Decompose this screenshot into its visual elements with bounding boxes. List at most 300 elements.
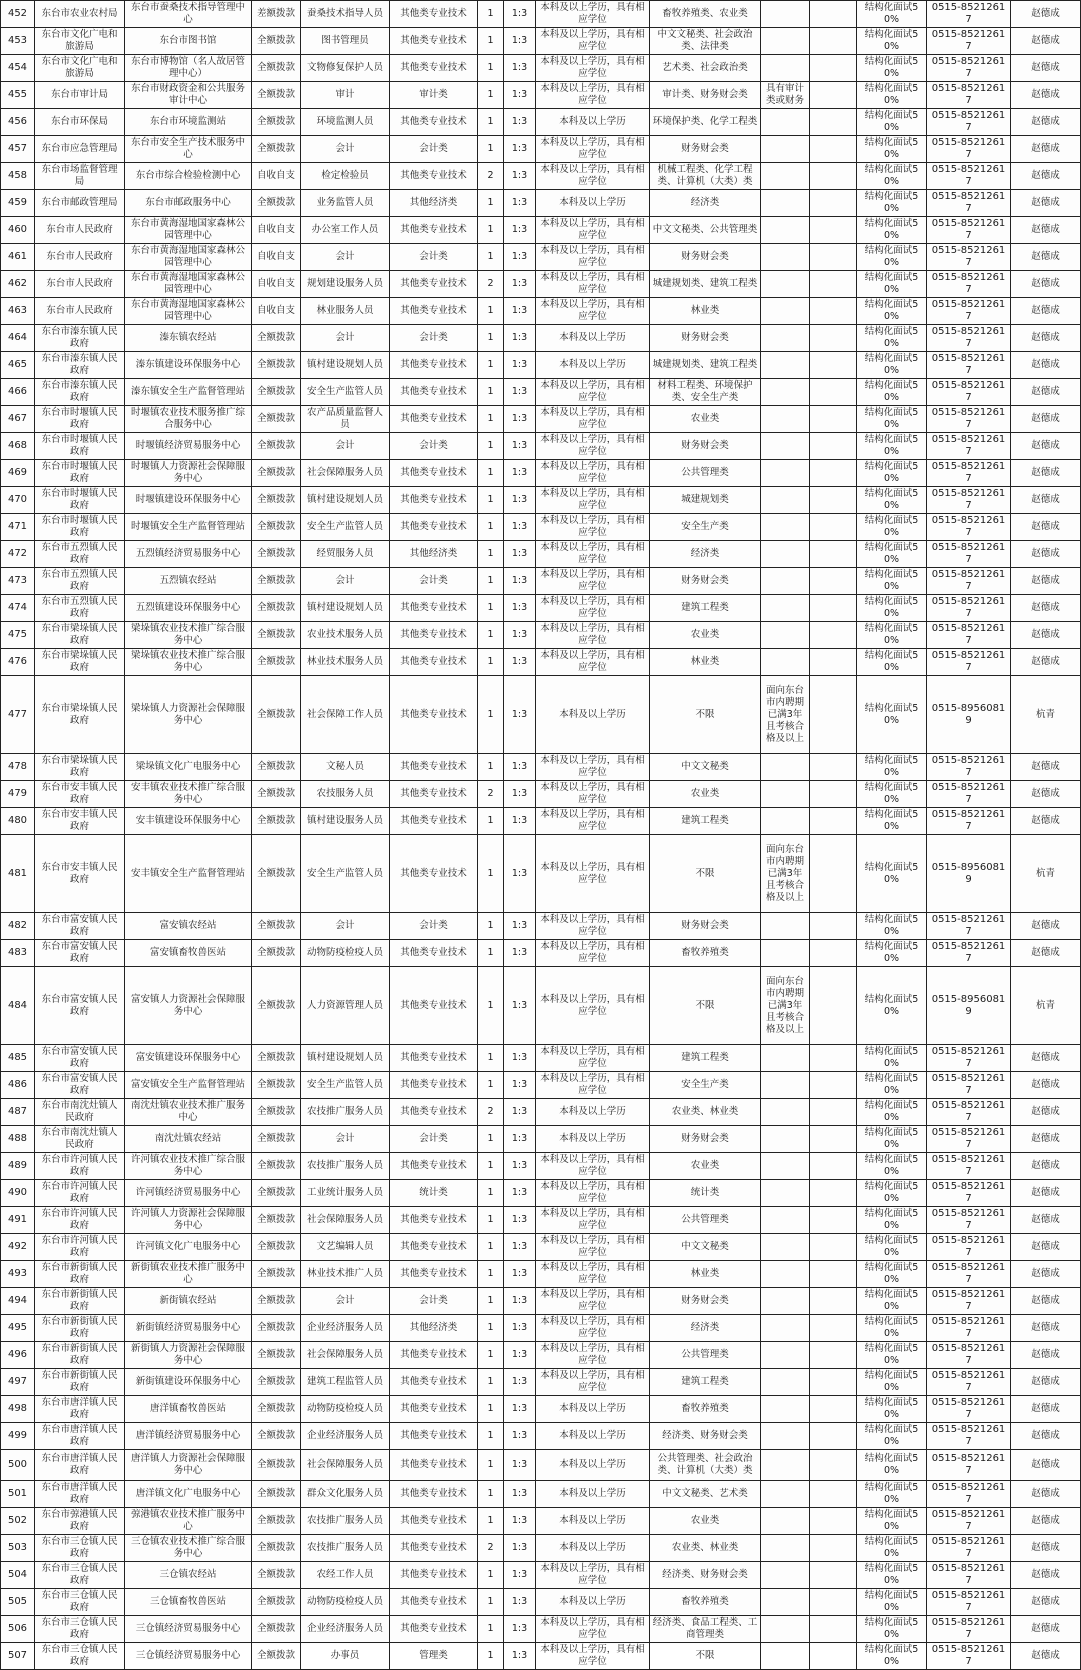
cell-edu: 本科及以上学历，具有相应学位 bbox=[536, 781, 650, 808]
cell-fund: 全额拨款 bbox=[252, 1288, 301, 1315]
cell-fund: 全额拨款 bbox=[252, 1072, 301, 1099]
cell-unit: 新街镇人力资源社会保障服务中心 bbox=[125, 1342, 252, 1369]
cell-ratio: 1:3 bbox=[504, 1423, 536, 1450]
cell-unit: 梁垛镇文化广电服务中心 bbox=[125, 754, 252, 781]
cell-post: 规划建设服务人员 bbox=[301, 271, 390, 298]
cell-edu: 本科及以上学历，具有相应学位 bbox=[536, 298, 650, 325]
cell-ratio: 1:3 bbox=[504, 1369, 536, 1396]
cell-other bbox=[761, 352, 810, 379]
cell-empty bbox=[810, 1450, 857, 1481]
cell-exam: 结构化面试50% bbox=[857, 433, 927, 460]
cell-num: 1 bbox=[478, 190, 504, 217]
cell-post: 文艺编辑人员 bbox=[301, 1234, 390, 1261]
cell-phone: 0515-85212617 bbox=[927, 622, 1011, 649]
table-row bbox=[1, 808, 1081, 835]
cell-ratio: 1:3 bbox=[504, 433, 536, 460]
cell-major: 材料工程类、环境保护类、安全生产类 bbox=[650, 379, 761, 406]
cell-post: 会计 bbox=[301, 433, 390, 460]
cell-unit: 溱东镇建设环保服务中心 bbox=[125, 352, 252, 379]
cell-fund: 全额拨款 bbox=[252, 325, 301, 352]
cell-fund: 全额拨款 bbox=[252, 190, 301, 217]
cell-type: 其他类专业技术 bbox=[390, 1099, 478, 1126]
cell-num: 1 bbox=[478, 1508, 504, 1535]
cell-other: 面向东台市内聘期已满3年且考核合格及以上 bbox=[761, 676, 810, 754]
cell-phone: 0515-85212617 bbox=[927, 1261, 1011, 1288]
cell-type: 其他类专业技术 bbox=[390, 406, 478, 433]
cell-type: 其他类专业技术 bbox=[390, 1396, 478, 1423]
cell-fund: 自收自支 bbox=[252, 298, 301, 325]
cell-type: 其他类专业技术 bbox=[390, 649, 478, 676]
cell-empty bbox=[810, 460, 857, 487]
cell-empty bbox=[810, 1481, 857, 1508]
cell-no: 504 bbox=[1, 1562, 35, 1589]
cell-exam: 结构化面试50% bbox=[857, 325, 927, 352]
cell-exam: 结构化面试50% bbox=[857, 541, 927, 568]
cell-phone: 0515-85212617 bbox=[927, 1315, 1011, 1342]
table-row bbox=[1, 1396, 1081, 1423]
cell-empty bbox=[810, 808, 857, 835]
cell-no: 477 bbox=[1, 676, 35, 754]
cell-major: 公共管理类 bbox=[650, 1207, 761, 1234]
cell-post: 农技推广服务人员 bbox=[301, 1099, 390, 1126]
cell-phone: 0515-85212617 bbox=[927, 82, 1011, 109]
cell-major: 农业类 bbox=[650, 1153, 761, 1180]
cell-num: 1 bbox=[478, 1261, 504, 1288]
cell-contact: 赵德成 bbox=[1011, 190, 1081, 217]
cell-contact: 赵德成 bbox=[1011, 325, 1081, 352]
cell-empty bbox=[810, 82, 857, 109]
cell-unit: 三仓镇经济贸易服务中心 bbox=[125, 1643, 252, 1670]
cell-type: 会计类 bbox=[390, 244, 478, 271]
cell-contact: 赵德成 bbox=[1011, 514, 1081, 541]
cell-num: 1 bbox=[478, 298, 504, 325]
table-row bbox=[1, 1616, 1081, 1643]
cell-other bbox=[761, 1589, 810, 1616]
cell-post: 林业服务人员 bbox=[301, 298, 390, 325]
cell-num: 1 bbox=[478, 1126, 504, 1153]
cell-contact: 赵德成 bbox=[1011, 781, 1081, 808]
cell-other bbox=[761, 514, 810, 541]
cell-num: 2 bbox=[478, 163, 504, 190]
cell-num: 1 bbox=[478, 1643, 504, 1670]
cell-ratio: 1:3 bbox=[504, 541, 536, 568]
cell-post: 安全生产监管人员 bbox=[301, 835, 390, 913]
cell-ratio: 1:3 bbox=[504, 1072, 536, 1099]
cell-exam: 结构化面试50% bbox=[857, 967, 927, 1045]
cell-edu: 本科及以上学历，具有相应学位 bbox=[536, 514, 650, 541]
cell-phone: 0515-85212617 bbox=[927, 1396, 1011, 1423]
cell-phone: 0515-85212617 bbox=[927, 28, 1011, 55]
cell-no: 464 bbox=[1, 325, 35, 352]
table-row bbox=[1, 595, 1081, 622]
cell-unit: 时堰镇人力资源社会保障服务中心 bbox=[125, 460, 252, 487]
cell-type: 其他类专业技术 bbox=[390, 217, 478, 244]
cell-num: 1 bbox=[478, 808, 504, 835]
cell-no: 456 bbox=[1, 109, 35, 136]
cell-num: 1 bbox=[478, 835, 504, 913]
cell-type: 会计类 bbox=[390, 913, 478, 940]
table-row bbox=[1, 1535, 1081, 1562]
cell-contact: 赵德成 bbox=[1011, 217, 1081, 244]
cell-dept: 东台市时堰镇人民政府 bbox=[35, 487, 125, 514]
cell-fund: 全额拨款 bbox=[252, 1342, 301, 1369]
cell-no: 467 bbox=[1, 406, 35, 433]
table-row bbox=[1, 1288, 1081, 1315]
cell-phone: 0515-85212617 bbox=[927, 244, 1011, 271]
cell-no: 500 bbox=[1, 1450, 35, 1481]
cell-contact: 赵德成 bbox=[1011, 271, 1081, 298]
cell-num: 1 bbox=[478, 325, 504, 352]
cell-no: 484 bbox=[1, 967, 35, 1045]
table-row bbox=[1, 190, 1081, 217]
cell-contact: 赵德成 bbox=[1011, 1423, 1081, 1450]
table-row bbox=[1, 28, 1081, 55]
cell-ratio: 1:3 bbox=[504, 352, 536, 379]
cell-unit: 南沈灶镇农经站 bbox=[125, 1126, 252, 1153]
cell-post: 镇村建设规划人员 bbox=[301, 352, 390, 379]
cell-fund: 全额拨款 bbox=[252, 1481, 301, 1508]
cell-dept: 东台市新街镇人民政府 bbox=[35, 1369, 125, 1396]
cell-post: 图书管理员 bbox=[301, 28, 390, 55]
cell-num: 1 bbox=[478, 1, 504, 28]
cell-dept: 东台市梁垛镇人民政府 bbox=[35, 622, 125, 649]
cell-type: 其他类专业技术 bbox=[390, 940, 478, 967]
cell-exam: 结构化面试50% bbox=[857, 1562, 927, 1589]
cell-no: 468 bbox=[1, 433, 35, 460]
cell-unit: 新街镇经济贸易服务中心 bbox=[125, 1315, 252, 1342]
cell-other bbox=[761, 109, 810, 136]
cell-empty bbox=[810, 406, 857, 433]
cell-no: 503 bbox=[1, 1535, 35, 1562]
cell-major: 城建规划类、建筑工程类 bbox=[650, 271, 761, 298]
cell-num: 1 bbox=[478, 622, 504, 649]
cell-ratio: 1:3 bbox=[504, 217, 536, 244]
cell-no: 453 bbox=[1, 28, 35, 55]
cell-empty bbox=[810, 1261, 857, 1288]
cell-major: 机械工程类、化学工程类、计算机（大类）类 bbox=[650, 163, 761, 190]
cell-post: 会计 bbox=[301, 1126, 390, 1153]
cell-edu: 本科及以上学历，具有相应学位 bbox=[536, 1153, 650, 1180]
cell-empty bbox=[810, 271, 857, 298]
cell-dept: 东台市许河镇人民政府 bbox=[35, 1207, 125, 1234]
cell-empty bbox=[810, 1288, 857, 1315]
cell-type: 其他类专业技术 bbox=[390, 1342, 478, 1369]
cell-no: 497 bbox=[1, 1369, 35, 1396]
cell-phone: 0515-85212617 bbox=[927, 433, 1011, 460]
cell-contact: 赵德成 bbox=[1011, 808, 1081, 835]
cell-post: 环境监测人员 bbox=[301, 109, 390, 136]
cell-other bbox=[761, 649, 810, 676]
cell-major: 审计类、财务财会类 bbox=[650, 82, 761, 109]
cell-post: 经贸服务人员 bbox=[301, 541, 390, 568]
cell-empty bbox=[810, 298, 857, 325]
cell-major: 经济类、财务财会类 bbox=[650, 1562, 761, 1589]
cell-post: 会计 bbox=[301, 244, 390, 271]
table-row bbox=[1, 568, 1081, 595]
cell-other bbox=[761, 1126, 810, 1153]
cell-empty bbox=[810, 136, 857, 163]
cell-major: 农业类、林业类 bbox=[650, 1099, 761, 1126]
cell-phone: 0515-85212617 bbox=[927, 1481, 1011, 1508]
cell-type: 其他类专业技术 bbox=[390, 781, 478, 808]
cell-ratio: 1:3 bbox=[504, 379, 536, 406]
cell-major: 中文文秘类、公共管理类 bbox=[650, 217, 761, 244]
cell-post: 社会保障服务人员 bbox=[301, 1342, 390, 1369]
cell-phone: 0515-85212617 bbox=[927, 1045, 1011, 1072]
cell-empty bbox=[810, 325, 857, 352]
cell-fund: 全额拨款 bbox=[252, 940, 301, 967]
cell-exam: 结构化面试50% bbox=[857, 271, 927, 298]
cell-contact: 赵德成 bbox=[1011, 487, 1081, 514]
cell-edu: 本科及以上学历 bbox=[536, 1396, 650, 1423]
cell-edu: 本科及以上学历 bbox=[536, 1481, 650, 1508]
cell-edu: 本科及以上学历，具有相应学位 bbox=[536, 28, 650, 55]
cell-phone: 0515-85212617 bbox=[927, 1180, 1011, 1207]
cell-contact: 赵德成 bbox=[1011, 1643, 1081, 1670]
cell-fund: 全额拨款 bbox=[252, 754, 301, 781]
cell-other bbox=[761, 781, 810, 808]
cell-empty bbox=[810, 1369, 857, 1396]
cell-num: 1 bbox=[478, 55, 504, 82]
cell-major: 不限 bbox=[650, 676, 761, 754]
table-row bbox=[1, 352, 1081, 379]
cell-type: 其他类专业技术 bbox=[390, 676, 478, 754]
table-row bbox=[1, 835, 1081, 913]
cell-empty bbox=[810, 352, 857, 379]
cell-unit: 唐洋镇经济贸易服务中心 bbox=[125, 1423, 252, 1450]
cell-fund: 差额拨款 bbox=[252, 1, 301, 28]
cell-fund: 自收自支 bbox=[252, 217, 301, 244]
cell-empty bbox=[810, 1153, 857, 1180]
cell-type: 其他类专业技术 bbox=[390, 1153, 478, 1180]
cell-empty bbox=[810, 754, 857, 781]
table-row bbox=[1, 514, 1081, 541]
cell-no: 486 bbox=[1, 1072, 35, 1099]
cell-exam: 结构化面试50% bbox=[857, 217, 927, 244]
cell-phone: 0515-85212617 bbox=[927, 1, 1011, 28]
cell-other bbox=[761, 1450, 810, 1481]
cell-contact: 赵德成 bbox=[1011, 1562, 1081, 1589]
cell-no: 499 bbox=[1, 1423, 35, 1450]
cell-phone: 0515-85212617 bbox=[927, 1589, 1011, 1616]
cell-exam: 结构化面试50% bbox=[857, 781, 927, 808]
cell-no: 478 bbox=[1, 754, 35, 781]
cell-phone: 0515-85212617 bbox=[927, 1072, 1011, 1099]
cell-dept: 东台市时堰镇人民政府 bbox=[35, 514, 125, 541]
cell-num: 1 bbox=[478, 217, 504, 244]
cell-empty bbox=[810, 163, 857, 190]
cell-num: 1 bbox=[478, 82, 504, 109]
cell-dept: 东台市梁垛镇人民政府 bbox=[35, 754, 125, 781]
cell-ratio: 1:3 bbox=[504, 1616, 536, 1643]
cell-phone: 0515-85212617 bbox=[927, 1616, 1011, 1643]
cell-major: 环境保护类、化学工程类 bbox=[650, 109, 761, 136]
cell-no: 483 bbox=[1, 940, 35, 967]
cell-type: 其他类专业技术 bbox=[390, 622, 478, 649]
cell-no: 494 bbox=[1, 1288, 35, 1315]
cell-contact: 赵德成 bbox=[1011, 541, 1081, 568]
cell-unit: 梁垛镇农业技术推广综合服务中心 bbox=[125, 649, 252, 676]
cell-dept: 东台市南沈灶镇人民政府 bbox=[35, 1099, 125, 1126]
cell-no: 460 bbox=[1, 217, 35, 244]
cell-ratio: 1:3 bbox=[504, 109, 536, 136]
cell-post: 镇村建设规划人员 bbox=[301, 1045, 390, 1072]
table-row bbox=[1, 676, 1081, 754]
cell-ratio: 1:3 bbox=[504, 1535, 536, 1562]
cell-post: 农技推广服务人员 bbox=[301, 1508, 390, 1535]
cell-contact: 赵德成 bbox=[1011, 433, 1081, 460]
cell-phone: 0515-85212617 bbox=[927, 352, 1011, 379]
cell-num: 2 bbox=[478, 1535, 504, 1562]
cell-contact: 赵德成 bbox=[1011, 595, 1081, 622]
cell-no: 501 bbox=[1, 1481, 35, 1508]
cell-other bbox=[761, 1207, 810, 1234]
cell-empty bbox=[810, 1643, 857, 1670]
cell-empty bbox=[810, 967, 857, 1045]
cell-edu: 本科及以上学历，具有相应学位 bbox=[536, 913, 650, 940]
cell-post: 人力资源管理人员 bbox=[301, 967, 390, 1045]
cell-phone: 0515-85212617 bbox=[927, 1207, 1011, 1234]
cell-dept: 东台市溱东镇人民政府 bbox=[35, 325, 125, 352]
cell-ratio: 1:3 bbox=[504, 136, 536, 163]
cell-fund: 全额拨款 bbox=[252, 379, 301, 406]
cell-edu: 本科及以上学历，具有相应学位 bbox=[536, 379, 650, 406]
cell-fund: 全额拨款 bbox=[252, 1396, 301, 1423]
cell-contact: 杭青 bbox=[1011, 967, 1081, 1045]
cell-major: 经济类、财务财会类 bbox=[650, 1423, 761, 1450]
cell-major: 不限 bbox=[650, 1643, 761, 1670]
cell-type: 其他类专业技术 bbox=[390, 1, 478, 28]
cell-num: 1 bbox=[478, 1481, 504, 1508]
cell-other bbox=[761, 595, 810, 622]
cell-phone: 0515-85212617 bbox=[927, 1153, 1011, 1180]
cell-unit: 安丰镇安全生产监督管理站 bbox=[125, 835, 252, 913]
cell-num: 1 bbox=[478, 244, 504, 271]
cell-ratio: 1:3 bbox=[504, 1643, 536, 1670]
cell-fund: 全额拨款 bbox=[252, 781, 301, 808]
cell-major: 中文文秘类 bbox=[650, 1234, 761, 1261]
table-row bbox=[1, 1099, 1081, 1126]
cell-dept: 东台市五烈镇人民政府 bbox=[35, 541, 125, 568]
cell-exam: 结构化面试50% bbox=[857, 1315, 927, 1342]
cell-unit: 东台市安全生产技术服务中心 bbox=[125, 136, 252, 163]
cell-ratio: 1:3 bbox=[504, 1288, 536, 1315]
cell-contact: 赵德成 bbox=[1011, 1342, 1081, 1369]
cell-empty bbox=[810, 913, 857, 940]
cell-unit: 梁垛镇人力资源社会保障服务中心 bbox=[125, 676, 252, 754]
cell-post: 文物修复保护人员 bbox=[301, 55, 390, 82]
table-row bbox=[1, 55, 1081, 82]
cell-type: 其他类专业技术 bbox=[390, 1616, 478, 1643]
cell-type: 其他类专业技术 bbox=[390, 1072, 478, 1099]
cell-empty bbox=[810, 1315, 857, 1342]
cell-ratio: 1:3 bbox=[504, 514, 536, 541]
table-row bbox=[1, 433, 1081, 460]
cell-no: 489 bbox=[1, 1153, 35, 1180]
cell-edu: 本科及以上学历，具有相应学位 bbox=[536, 1369, 650, 1396]
cell-dept: 东台市人民政府 bbox=[35, 244, 125, 271]
table-row bbox=[1, 1369, 1081, 1396]
cell-num: 1 bbox=[478, 1045, 504, 1072]
cell-edu: 本科及以上学历，具有相应学位 bbox=[536, 541, 650, 568]
cell-post: 林业技术推广人员 bbox=[301, 1261, 390, 1288]
cell-empty bbox=[810, 109, 857, 136]
cell-edu: 本科及以上学历，具有相应学位 bbox=[536, 406, 650, 433]
cell-type: 其他类专业技术 bbox=[390, 28, 478, 55]
cell-dept: 东台市溱东镇人民政府 bbox=[35, 379, 125, 406]
cell-exam: 结构化面试50% bbox=[857, 28, 927, 55]
cell-num: 2 bbox=[478, 271, 504, 298]
cell-edu: 本科及以上学历 bbox=[536, 109, 650, 136]
cell-major: 建筑工程类 bbox=[650, 808, 761, 835]
cell-major: 农业类 bbox=[650, 781, 761, 808]
cell-no: 465 bbox=[1, 352, 35, 379]
cell-ratio: 1:3 bbox=[504, 1153, 536, 1180]
cell-major: 经济类 bbox=[650, 1315, 761, 1342]
cell-edu: 本科及以上学历，具有相应学位 bbox=[536, 1315, 650, 1342]
cell-post: 动物防疫检疫人员 bbox=[301, 1396, 390, 1423]
cell-fund: 全额拨款 bbox=[252, 1315, 301, 1342]
cell-edu: 本科及以上学历，具有相应学位 bbox=[536, 82, 650, 109]
cell-no: 487 bbox=[1, 1099, 35, 1126]
cell-no: 462 bbox=[1, 271, 35, 298]
cell-edu: 本科及以上学历，具有相应学位 bbox=[536, 271, 650, 298]
cell-post: 安全生产监管人员 bbox=[301, 1072, 390, 1099]
cell-empty bbox=[810, 940, 857, 967]
cell-post: 镇村建设规划人员 bbox=[301, 487, 390, 514]
table-row bbox=[1, 1315, 1081, 1342]
cell-dept: 东台市三仓镇人民政府 bbox=[35, 1589, 125, 1616]
cell-dept: 东台市邮政管理局 bbox=[35, 190, 125, 217]
cell-num: 1 bbox=[478, 1589, 504, 1616]
cell-edu: 本科及以上学历 bbox=[536, 190, 650, 217]
cell-ratio: 1:3 bbox=[504, 244, 536, 271]
table-row bbox=[1, 754, 1081, 781]
cell-empty bbox=[810, 28, 857, 55]
cell-fund: 自收自支 bbox=[252, 244, 301, 271]
cell-exam: 结构化面试50% bbox=[857, 754, 927, 781]
cell-edu: 本科及以上学历，具有相应学位 bbox=[536, 1234, 650, 1261]
cell-type: 其他类专业技术 bbox=[390, 514, 478, 541]
table-row bbox=[1, 1342, 1081, 1369]
cell-edu: 本科及以上学历，具有相应学位 bbox=[536, 487, 650, 514]
cell-contact: 赵德成 bbox=[1011, 1535, 1081, 1562]
cell-ratio: 1:3 bbox=[504, 271, 536, 298]
cell-other bbox=[761, 55, 810, 82]
cell-fund: 全额拨款 bbox=[252, 433, 301, 460]
table-row bbox=[1, 1207, 1081, 1234]
cell-major: 中文文秘类、社会政治类、法律类 bbox=[650, 28, 761, 55]
table-row bbox=[1, 217, 1081, 244]
cell-edu: 本科及以上学历 bbox=[536, 325, 650, 352]
cell-no: 476 bbox=[1, 649, 35, 676]
cell-type: 其他类专业技术 bbox=[390, 1589, 478, 1616]
cell-major: 城建规划类 bbox=[650, 487, 761, 514]
cell-phone: 0515-85212617 bbox=[927, 136, 1011, 163]
cell-post: 工业统计服务人员 bbox=[301, 1180, 390, 1207]
cell-major: 公共管理类 bbox=[650, 1342, 761, 1369]
cell-type: 其他类专业技术 bbox=[390, 1562, 478, 1589]
cell-dept: 东台市许河镇人民政府 bbox=[35, 1234, 125, 1261]
cell-edu: 本科及以上学历，具有相应学位 bbox=[536, 55, 650, 82]
cell-unit: 许河镇人力资源社会保障服务中心 bbox=[125, 1207, 252, 1234]
cell-unit: 三仓镇农经站 bbox=[125, 1562, 252, 1589]
cell-post: 农产品质量监督人员 bbox=[301, 406, 390, 433]
cell-fund: 全额拨款 bbox=[252, 28, 301, 55]
cell-num: 1 bbox=[478, 1450, 504, 1481]
cell-contact: 赵德成 bbox=[1011, 1369, 1081, 1396]
cell-major: 财务财会类 bbox=[650, 1288, 761, 1315]
